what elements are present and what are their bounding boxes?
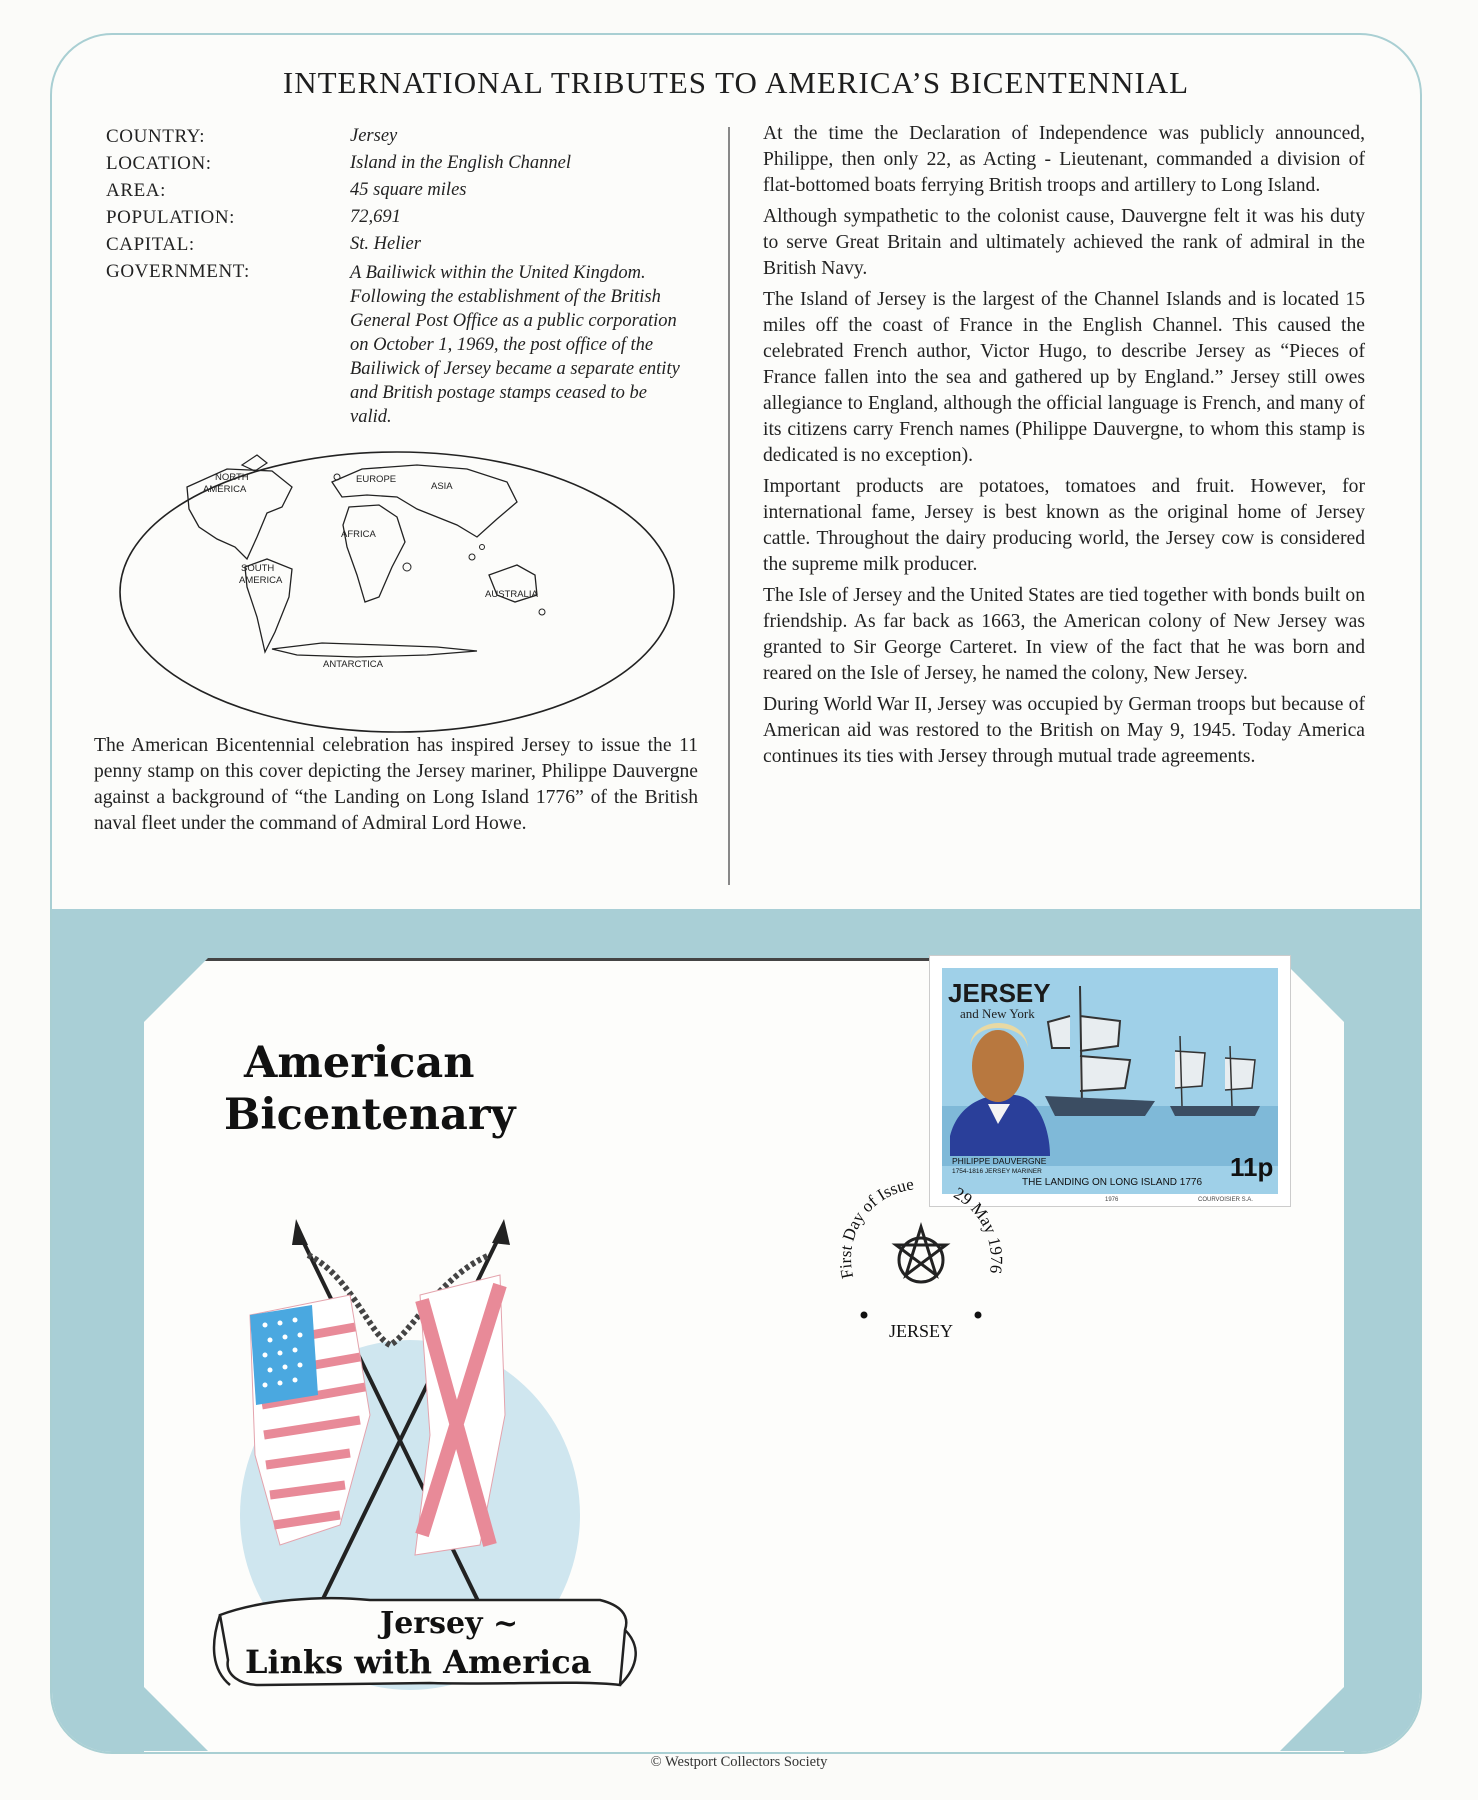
photo-corner [1280,1687,1344,1751]
cover-heading-line: Bicentenary [224,1090,516,1140]
fact-capital [106,231,726,258]
postmark-top-text: First Day of Issue [835,1174,915,1281]
cover-heading [224,1037,515,1141]
banner-line: Jersey ~ [380,1606,519,1641]
history-paragraph: The Isle of Jersey and the United States are tied together with bonds built on friendship. As far back as 1663, the American colony of New Jersey was granted to Sir George Carteret. In view of the fact that he was born and reared on the Isle of Jersey, he named the colony, New Jersey. [763,585,1365,684]
map-label-antarctica: ANTARCTICA [323,659,383,670]
stamp-subtitle: and New York [960,1006,1035,1021]
map-label-australia: AUSTRALIA [485,589,538,600]
history-paragraph: The Island of Jersey is the largest of the Channel Islands and is located 15 miles off the coast of France in the English Channel. This caused the celebrated French author, Victor Hugo, to describe Jersey as “Pieces of France fallen into the sea and gathered up by England.” Jersey still owes allegiance to England, although the official language is French, and many of its citizens carry French names (Philippe Dauvergne, to whom this stamp is dedicated is no exception). [763,289,1365,466]
stamp-year: 1976 [1105,1197,1119,1203]
banner-line: Links with America [245,1643,592,1681]
world-map [117,447,677,737]
stamp-person: PHILIPPE DAUVERGNE [952,1156,1047,1166]
map-label-africa: AFRICA [341,529,376,540]
fact-country [106,123,726,150]
fact-label: LOCATION: [106,153,212,174]
fact-value: 72,691 [350,207,401,227]
cover-heading-line: American [244,1038,475,1088]
fact-label: COUNTRY: [106,126,206,147]
page-title: INTERNATIONAL TRIBUTES TO AMERICA’S BICENTENNIAL [282,65,1190,100]
stamp-value: 11p [1230,1152,1274,1182]
fact-area [106,177,726,204]
fact-value: St. Helier [350,234,421,254]
fact-label: GOVERNMENT: [106,261,250,282]
fact-government [106,258,726,429]
fact-value: Island in the English Channel [350,153,571,173]
svg-text:29 May 1976 [951,1183,1006,1274]
history-text [763,121,1365,775]
map-label-south-america: AMERICA [239,575,283,586]
crossed-flags-illustration [200,1215,760,1735]
history-paragraph: During World War II, Jersey was occupied by German troops but because of American aid was restored to the British on May 9, 1945. Today America continues its ties with Jersey through mutual trade agreements. [763,694,1365,767]
postmark-place: JERSEY [888,1321,954,1341]
map-label-north-america: AMERICA [203,484,247,495]
fact-label: AREA: [106,180,166,201]
column-divider [728,127,730,885]
postmark-date: 29 May 1976 [950,1183,1007,1275]
fact-label: CAPITAL: [106,234,195,255]
first-day-postmark [826,1165,1016,1355]
country-facts [106,123,726,429]
album-page [50,33,1422,1754]
intro-paragraph: The American Bicentennial celebration has inspired Jersey to issue the 11 penny stamp on this cover depicting the Jersey mariner, Philippe Dauvergne against a background of “the Landing on Long Island 1776” of the British naval fleet under the command of Admiral Lord Howe. [94,735,698,834]
stamp-printer: COURVOISIER S.A. [1198,1197,1253,1203]
history-paragraph: Although sympathetic to the colonist cause, Dauvergne felt it was his duty to serve Great Britain and ultimately achieved the rank of admiral in the British Navy. [763,206,1365,279]
stamp-scene: THE LANDING ON LONG ISLAND 1776 [1022,1177,1203,1188]
fact-value: 45 square miles [350,180,467,200]
history-paragraph: Important products are potatoes, tomatoes and fruit. However, for international fame, Jersey is best known as the original home of Jersey cattle. Throughout the dairy producing world, the Jersey cow is considered the supreme milk producer. [763,476,1365,575]
map-label-asia: ASIA [431,481,453,492]
fact-value: A Bailiwick within the United Kingdom. Following the establishment of the British General Post Office as a public corporation on October 1, 1969, the post office of the Bailiwick of Jersey became a separate entity and British postage stamps ceased to be valid. [350,263,680,427]
stamp-country: JERSEY [948,978,1051,1008]
history-paragraph: At the time the Declaration of Independence was publicly announced, Philippe, then only 22, as Acting - Lieutenant, commanded a division of flat-bottomed boats ferrying British troops and artillery to Long Island. [763,123,1365,196]
map-label-south-america: SOUTH [241,563,275,574]
fact-label: POPULATION: [106,207,236,228]
map-label-europe: EUROPE [356,474,397,485]
photo-corner [144,1687,208,1751]
photo-corner [144,958,208,1022]
stamp-person-dates: 1754-1816 JERSEY MARINER [952,1168,1042,1175]
fact-population [106,204,726,231]
svg-text:First Day of Issue [836,1174,915,1280]
fact-location [106,150,726,177]
copyright-footer: © Westport Collectors Society [650,1754,828,1770]
fact-value: Jersey [350,126,398,146]
map-label-north-america: NORTH [215,472,249,483]
